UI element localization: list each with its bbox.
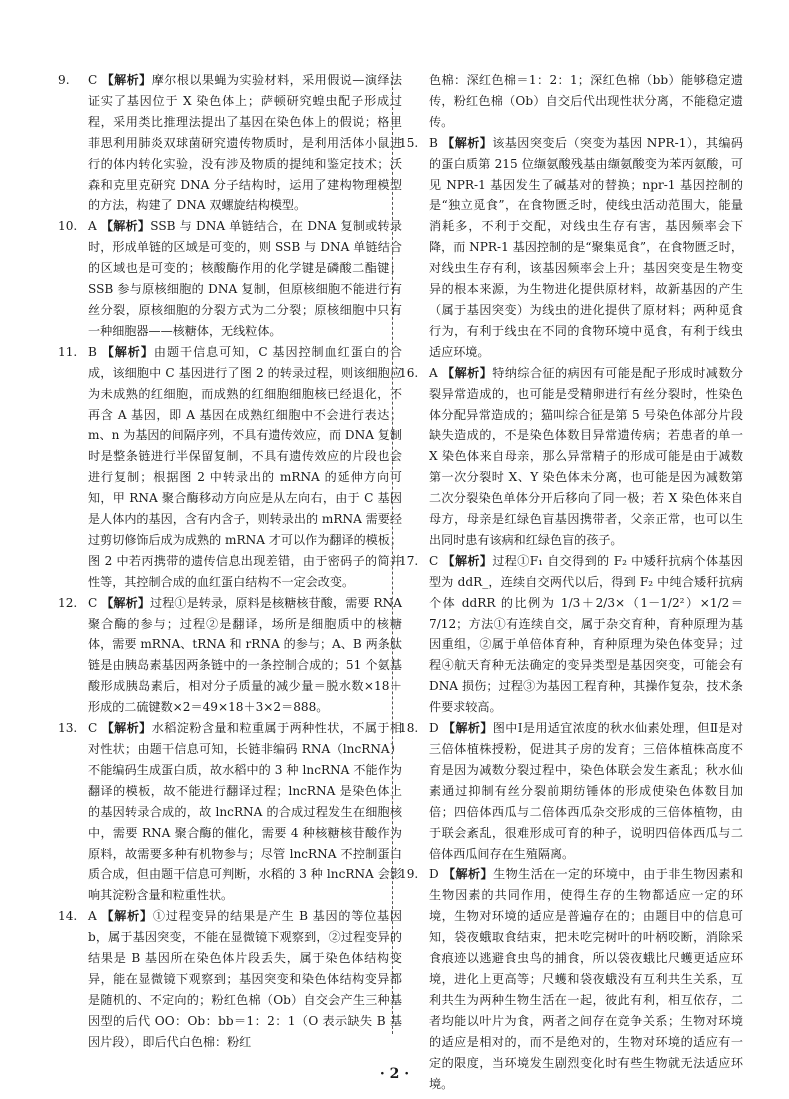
answer-letter: C: [88, 595, 98, 610]
analysis-tag: 【解析】: [442, 365, 493, 380]
analysis-tag: 【解析】: [442, 721, 493, 736]
answer-text: 图中Ⅰ是用适宜浓度的秋水仙素处理，但Ⅱ是对三倍体植株授粉，促进其子房的发育；三倍体植株高度不育是因为减数分裂过程中，染色体联会发生紊乱；秋水仙素通过抑制有丝分裂前期纺锤体的形成使染色体数目加倍；四倍体西瓜与二倍体西瓜杂交形成的三倍体植物，由于联会紊乱，很难形成可育的种子，说明四倍体西瓜与二倍体西瓜间存在生殖隔离。: [429, 721, 743, 861]
item-number: 18.: [399, 721, 419, 736]
page-number: · 2 ·: [379, 1066, 410, 1082]
answer-item: [58, 216, 402, 341]
item-number: 16.: [399, 365, 419, 380]
answer-text: 过程①F₁ 自交得到的 F₂ 中矮秆抗病个体基因型为 ddR_，连续自交两代以后，得到 F₂ 中纯合矮秆抗病个体 ddRR 的比例为 1/3＋2/3×（1－1/2²）×1/2＝7/12；方法①有连续自交，属于杂交育种，育种原理为基因重组，②属于单倍体育种，育种原理为染色体变异；过程④航天育种无法确定的变异类型是基因突变，可能会有 DNA 损伤；过程③为基因工程育种，其操作复杂，技术条件要求较高。: [429, 553, 743, 715]
analysis-tag: 【解析】: [101, 721, 152, 736]
answer-letter: D: [429, 867, 439, 882]
answer-item: [399, 864, 743, 1094]
item-number: 15.: [399, 135, 419, 150]
answer-item: [58, 342, 402, 593]
left-column: [58, 70, 402, 1053]
item-number: 10.: [58, 219, 78, 234]
analysis-tag: 【解析】: [101, 344, 154, 359]
answer-text: 该基因突变后（突变为基因 NPR-1），其编码的蛋白质第 215 位缬氨酸残基由缬氨酸变为苯丙氨酸，可见 NPR-1 基因发生了碱基对的替换；npr-1 基因控制的是“独立觅食”，在食物匮乏时，使线虫活动范围大，能量消耗多，不利于交配，对线虫生存有害，基因频率会下降，而 NPR-1 基因控制的是“聚集觅食”，在食物匮乏时，对线虫生存有利，该基因频率会上升；基因突变是生物变异的根本来源，为生物进化提供原材料，故新基因的产生（属于基因突变）为线虫的进化提供了原材料；两种觅食行为，有利于线虫在不同的食物环境中觅食，有利于线虫适应环境。: [429, 135, 743, 359]
item-number: 19.: [399, 867, 419, 882]
answer-item: [58, 70, 402, 216]
answer-text: ①过程变异的结果是产生 B 基因的等位基因 b，属于基因突变，不能在显微镜下观察到，②过程变异的结果是 B 基因所在染色体片段丢失，属于染色体结构变异，能在显微镜下观察到；基因突变和染色体结构变异都是随机的、不定向的；粉红色棉（Ob）自交会产生三种基因型的后代 OO：Ob：bb＝1：2：1（O 表示缺失 B 基因片段），即后代白色棉：粉红: [88, 909, 402, 1049]
answer-item: [58, 593, 402, 718]
answer-letter: C: [429, 553, 439, 568]
item-number: 11.: [58, 344, 78, 359]
analysis-tag: 【解析】: [101, 909, 153, 924]
analysis-tag: 【解析】: [101, 73, 152, 87]
answer-item: [58, 906, 402, 1052]
item-number: 9.: [58, 73, 70, 87]
answer-text: 特纳综合征的病因有可能是配子形成时减数分裂异常造成的，也可能是受精卵进行有丝分裂时，性染色体分配异常造成的；猫叫综合征是第 5 号染色体部分片段缺失造成的，不是染色体数目异常遗传病；若患者的单一 X 染色体来自母亲，那么异常精子的形成可能是由于减数第一次分裂时 X、Y 染色体未分离，也可能是因为减数第二次分裂染色单体分开后移向了同一极；若 X 染色体来自母方，母亲是红绿色盲基因携带者，父亲正常，也可以生出同时患有该病和红绿色盲的孩子。: [429, 365, 743, 547]
analysis-tag: 【解析】: [101, 595, 151, 610]
analysis-tag: 【解析】: [442, 867, 494, 882]
answer-item: [399, 718, 743, 864]
answer-text: 摩尔根以果蝇为实验材料，采用假说—演绎法证实了基因位于 X 染色体上；萨顿研究蝗虫配子形成过程，采用类比推理法提出了基因在染色体上的假说；格里菲思利用肺炎双球菌研究遗传物质时，是利用活体小鼠进行的体内转化实验，没有涉及物质的提纯和鉴定技术；沃森和克里克研究 DNA 分子结构时，运用了建构物理模型的方法，构建了 DNA 双螺旋结构模型。: [88, 73, 402, 213]
answer-text: 过程①是转录，原料是核糖核苷酸，需要 RNA 聚合酶的参与；过程②是翻译，场所是细胞质中的核糖体，需要 mRNA、tRNA 和 rRNA 的参与；A、B 两条肽链是由胰岛素基因两条链中的一条控制合成的；51 个氨基酸形成胰岛素后，相对分子质量的减少量＝脱水数×18＋形成的二硫键数×2＝49×18＋3×2＝888。: [88, 595, 402, 715]
answer-text: SSB 与 DNA 单链结合，在 DNA 复制或转录时，形成单链的区域是可变的，则 SSB 与 DNA 单链结合的区域也是可变的；核酸酶作用的化学键是磷酸二酯键；SSB 参与原核细胞的 DNA 复制，但原核细胞不能进行有丝分裂，原核细胞的分裂方式为二分裂；原核细胞中只有一种细胞器——核糖体，无线粒体。: [88, 219, 402, 338]
answer-letter: A: [88, 219, 97, 234]
answer-item: [399, 551, 743, 718]
answer-item-continued: [399, 70, 743, 133]
item-number: 14.: [58, 909, 78, 924]
item-number: 12.: [58, 595, 78, 610]
answer-item: [58, 718, 402, 906]
answer-letter: B: [429, 135, 438, 150]
right-column: [399, 70, 743, 1094]
answer-letter: A: [429, 365, 438, 380]
answer-text: 由题干信息可知，C 基因控制血红蛋白的合成，该细胞中 C 基因进行了图 2 的转录过程，则该细胞应为未成熟的红细胞，而成熟的红细胞细胞核已经退化，不再含 A 基因，即 A 基因在成熟红细胞中不会进行表达；m、n 为基因的间隔序列，不具有遗传效应，而 DNA 复制时是整条链进行半保留复制，不具有遗传效应的片段也会进行复制；根据图 2 中转录出的 mRNA 的延伸方向可知，甲 RNA 聚合酶移动方向应是从左向右，由于 C 基因是人体内的基因，含有内含子，则转录出的 mRNA 需要经过剪切修饰后成为成熟的 mRNA 才可以作为翻译的模板；图 2 中若丙携带的遗传信息出现差错，由于密码子的简并性等，其控制合成的血红蛋白结构不一定会改变。: [88, 344, 402, 589]
answer-item: [399, 363, 743, 551]
analysis-tag: 【解析】: [442, 135, 493, 150]
answer-letter: A: [88, 909, 97, 924]
item-number: 13.: [58, 721, 78, 736]
answer-item: [399, 133, 743, 363]
answer-text: 生物生活在一定的环境中，由于非生物因素和生物因素的共同作用，使得生存的生物都适应一定的环境，生物对环境的适应是普遍存在的；由题目中的信息可知，袋夜蛾取食结束，把未吃完树叶的叶柄咬断，消除采食痕迹以逃避食虫鸟的捕食，所以袋夜蛾比尺蠖更适应环境，进化上更高等；尺蠖和袋夜蛾没有互利共生关系，互利共生为两种生物生活在一起，彼此有利，相互依存，二者均能以叶片为食，两者之间存在竞争关系；生物对环境的适应是相对的，而不是绝对的，生物对环境的适应有一定的限度，当环境发生剧烈变化时有些生物就无法适应环境。: [429, 867, 743, 1091]
answer-text: 色棉：深红色棉＝1：2：1；深红色棉（bb）能够稳定遗传，粉红色棉（Ob）自交后代出现性状分离，不能稳定遗传。: [429, 73, 743, 129]
answer-letter: D: [429, 721, 439, 736]
analysis-tag: 【解析】: [100, 219, 151, 234]
column-divider: [392, 72, 393, 1034]
item-number: 17.: [399, 553, 419, 568]
analysis-tag: 【解析】: [442, 553, 493, 568]
answer-letter: C: [88, 73, 98, 87]
answer-letter: C: [88, 721, 98, 736]
answer-letter: B: [88, 344, 97, 359]
answer-text: 水稻淀粉含量和粒重属于两种性状，不属于相对性状；由题干信息可知，长链非编码 RNA（lncRNA）不能编码生成蛋白质，故水稻中的 3 种 lncRNA 不能作为翻译的模板，故不能进行翻译过程；lncRNA 是染色体上的基因转录合成的，故 lncRNA 的合成过程发生在细胞核中，需要 RNA 聚合酶的催化，需要 4 种核糖核苷酸作为原料，故需要多种有机物参与；尽管 lncRNA 不控制蛋白质合成，但由题干信息可判断，水稻的 3 种 lncRNA 会影响其淀粉含量和粒重性状。: [88, 721, 402, 903]
